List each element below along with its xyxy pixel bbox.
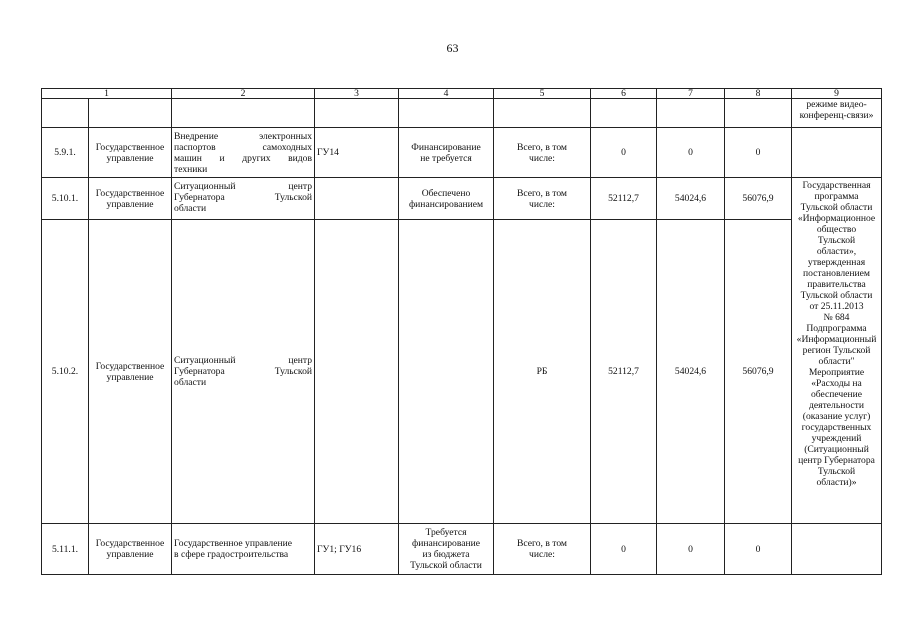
- table-row: [42, 178, 882, 220]
- row-number: 5.11.1.: [42, 524, 89, 575]
- name-cell: Ситуационный центр Губернатора Тульской области: [172, 220, 315, 524]
- table-row: [42, 220, 882, 524]
- program-cell: режиме видео- конференц-связи»: [792, 99, 882, 128]
- column-header: 1: [42, 89, 172, 99]
- value-cell: 0: [591, 128, 657, 178]
- value-cell: 52112,7: [591, 178, 657, 220]
- table-row: [42, 524, 882, 575]
- table-row: [42, 128, 882, 178]
- column-header: 5: [494, 89, 591, 99]
- value-cell: 54024,6: [657, 178, 725, 220]
- financing-cell: Требуется финансирование из бюджета Тульской области: [399, 524, 494, 575]
- value-cell: 54024,6: [657, 220, 725, 524]
- executor-cell: Государственное управление: [89, 524, 172, 575]
- column-header-row: [42, 89, 882, 99]
- value-cell: 52112,7: [591, 220, 657, 524]
- name-cell: Внедрение электронных паспортов самоходных машин и других видов техники: [172, 128, 315, 178]
- page-number: 63: [446, 41, 459, 55]
- code-cell: ГУ1; ГУ16: [315, 524, 399, 575]
- value-cell: 0: [657, 524, 725, 575]
- column-header: 4: [399, 89, 494, 99]
- value-cell: 56076,9: [725, 178, 792, 220]
- code-cell: [315, 178, 399, 220]
- value-cell: 0: [725, 128, 792, 178]
- value-cell: 0: [725, 524, 792, 575]
- source-cell: Всего, в том числе:: [494, 524, 591, 575]
- column-header: 2: [172, 89, 315, 99]
- row-number: 5.10.1.: [42, 178, 89, 220]
- value-cell: 0: [657, 128, 725, 178]
- code-cell: [315, 220, 399, 524]
- executor-cell: Государственное управление: [89, 220, 172, 524]
- program-cell: [792, 524, 882, 575]
- column-header: 3: [315, 89, 399, 99]
- row-number: 5.10.2.: [42, 220, 89, 524]
- column-header: 7: [657, 89, 725, 99]
- column-header: 9: [792, 89, 882, 99]
- program-cell: Государственная программа Тульской области «Информационное общество Тульской области», утвержденная постановлением правительства Тульской области от 25.11.2013 № 684 Подпрограмма «Информационный регион Тульской области" Мероприятие «Расходы на обеспечение деятельности (оказание услуг) государственных учреждений (Ситуационный центр Губернатора Тульской области)»: [792, 178, 882, 524]
- financing-cell: Финансирование не требуется: [399, 128, 494, 178]
- value-cell: 0: [591, 524, 657, 575]
- name-cell: Ситуационный центр Губернатора Тульской области: [172, 178, 315, 220]
- row-number: 5.9.1.: [42, 128, 89, 178]
- program-cell: [792, 128, 882, 178]
- code-cell: ГУ14: [315, 128, 399, 178]
- executor-cell: Государственное управление: [89, 128, 172, 178]
- program-table: [41, 88, 882, 575]
- table-row: [42, 99, 882, 128]
- value-cell: 56076,9: [725, 220, 792, 524]
- financing-cell: Обеспечено финансированием: [399, 178, 494, 220]
- source-cell: Всего, в том числе:: [494, 128, 591, 178]
- executor-cell: Государственное управление: [89, 178, 172, 220]
- financing-cell: [399, 220, 494, 524]
- column-header: 6: [591, 89, 657, 99]
- source-cell: РБ: [494, 220, 591, 524]
- source-cell: Всего, в том числе:: [494, 178, 591, 220]
- name-cell: Государственное управление в сфере градостроительства: [172, 524, 315, 575]
- column-header: 8: [725, 89, 792, 99]
